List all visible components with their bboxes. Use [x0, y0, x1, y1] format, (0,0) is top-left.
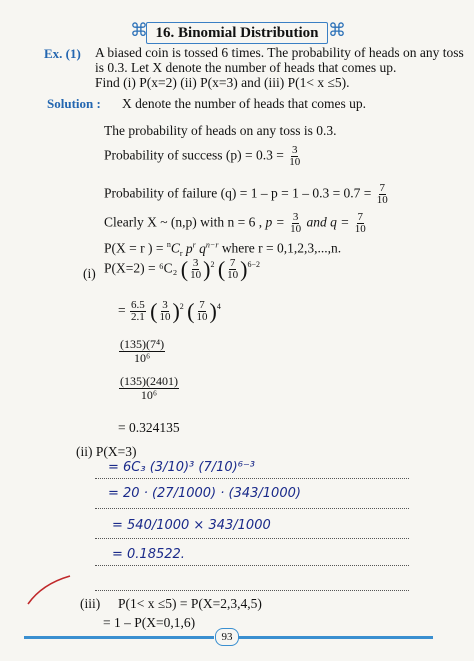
- frac-135-74: [119, 338, 165, 365]
- ruled-line: [95, 478, 409, 479]
- frac-num: 3: [192, 257, 199, 269]
- frac-den: 10: [159, 311, 171, 323]
- frac-den: 2.1: [131, 311, 145, 323]
- exp-2: 2: [179, 302, 184, 312]
- part-iii-line-2: = 1 – P(X=0,1,6): [103, 615, 196, 630]
- handwriting-line-3: = 540/1000 × 343/1000: [112, 518, 271, 533]
- ruled-line: [95, 565, 409, 566]
- pmf-line: [104, 240, 341, 258]
- ruled-line: [95, 538, 409, 539]
- frac-num: 6.5: [131, 299, 145, 311]
- example-line-1: A biased coin is tossed 6 times. The probability of heads on any toss: [95, 45, 464, 60]
- failure-probability: [104, 183, 390, 206]
- solution-label: Solution :: [47, 96, 101, 111]
- example-label: Ex. (1): [44, 46, 81, 61]
- frac-6.5-2.1: [130, 300, 146, 323]
- frac-3-10: [189, 258, 202, 281]
- frac-3-10: [158, 300, 171, 323]
- exp-4: 4: [216, 302, 221, 312]
- frac-den: 10: [196, 311, 208, 323]
- handwriting-line-4: = 0.18522.: [112, 547, 185, 562]
- frac-num: 7: [379, 182, 386, 194]
- solution-line-1: X denote the number of heads that comes up.: [122, 96, 367, 111]
- p-label: p =: [265, 214, 285, 230]
- frac-den: 10: [290, 223, 302, 235]
- frac-num: 7: [199, 299, 205, 311]
- pmf-c: C: [170, 240, 180, 256]
- fraction-p: [289, 212, 302, 235]
- frac-den: 10: [376, 194, 388, 206]
- part-iii-line-1: P(1< x ≤5) = P(X=2,3,4,5): [118, 596, 262, 611]
- fraction-q: [354, 212, 367, 235]
- example-line-3: Find (i) P(x=2) (ii) P(x=3) and (iii) P(1< x ≤5).: [95, 75, 350, 90]
- frac-num: 7: [357, 211, 364, 223]
- frac-den: 10⁶: [133, 351, 151, 365]
- frac-num: 7: [229, 257, 236, 269]
- frac-num: 3: [162, 299, 168, 311]
- frac-135-2401: [119, 375, 179, 402]
- part-i-line-2: = $\frac{6.5}{2.1}$ ( $\frac{3}{10}$ )$^2$ ( $\frac{7}{10}$ )$^4$: [118, 298, 221, 324]
- fraction-3-10: [288, 145, 301, 168]
- title-ornament-right: ⌘: [328, 20, 346, 40]
- part-i-lhs: P(X=2) = ⁶C₂: [104, 260, 178, 276]
- frac-num: 3: [291, 144, 298, 156]
- pmf-lhs: P(X = r ) =: [104, 240, 167, 256]
- part-i-line-4: [118, 375, 180, 402]
- frac-num: (135)(2401): [120, 374, 178, 388]
- check-mark-icon: [24, 570, 74, 610]
- frac-den: 10: [190, 269, 202, 281]
- part-i-result: = 0.324135: [118, 420, 180, 435]
- part-i-label: (i): [83, 266, 96, 281]
- pmf-r: r: [179, 249, 183, 259]
- frac-den: 10: [354, 223, 366, 235]
- ruled-line: [95, 590, 409, 591]
- frac-den: 10: [227, 269, 239, 281]
- chapter-title-text: 16. Binomial Distribution: [155, 24, 319, 41]
- frac-7-10: [195, 300, 208, 323]
- fraction-7-10: [376, 183, 389, 206]
- success-probability: [104, 145, 302, 168]
- frac-num: 3: [292, 211, 299, 223]
- exp-6-2: 6−2: [247, 260, 260, 270]
- footer-rule-left: [24, 636, 214, 639]
- distribution-line: [104, 212, 368, 235]
- failure-text: Probability of failure (q) = 1 – p = 1 – 0.3 = 0.7 =: [104, 185, 372, 201]
- frac-num: (135)(7⁴): [120, 337, 165, 351]
- title-ornament-left: ⌘: [130, 20, 148, 40]
- pmf-where: where r = 0,1,2,3,...,n.: [221, 240, 342, 256]
- success-text: Probability of success (p) = 0.3 =: [104, 147, 284, 163]
- pmf-n: n: [166, 240, 171, 249]
- handwriting-line-1: = 6C₃ (3/10)³ (7/10)⁶⁻³: [108, 460, 256, 475]
- clearly-text: Clearly X ~ (n,p) with n = 6 ,: [104, 214, 263, 230]
- exp-2: 2: [210, 260, 215, 270]
- chapter-title: [146, 22, 328, 44]
- example-line-2: is 0.3. Let X denote the number of heads that comes up.: [95, 60, 397, 75]
- part-i-line-3: [118, 338, 166, 365]
- handwriting-line-2: = 20 · (27/1000) · (343/1000): [108, 486, 301, 501]
- equals: =: [118, 302, 126, 318]
- frac-den: 10: [289, 156, 301, 168]
- part-ii-label: (ii) P(X=3): [76, 444, 137, 459]
- part-iii-label: (iii): [80, 596, 101, 611]
- q-label: and q =: [306, 214, 350, 230]
- part-i-line-1: P(X=2) = ⁶C₂ ( $\frac{3}{10}$ )$^2$ ( $\frac{7}{10}$ )$^{6-2}$: [104, 256, 260, 282]
- frac-7-10: [226, 258, 239, 281]
- footer-rule-right: [238, 636, 433, 639]
- solution-line-2: The probability of heads on any toss is 0.3.: [104, 123, 337, 138]
- page-number: 93: [215, 628, 239, 646]
- ruled-line: [95, 508, 409, 509]
- pmf-terms: $p^r$ $q^{n-r}$: [185, 240, 219, 256]
- frac-den: 10⁶: [140, 388, 158, 402]
